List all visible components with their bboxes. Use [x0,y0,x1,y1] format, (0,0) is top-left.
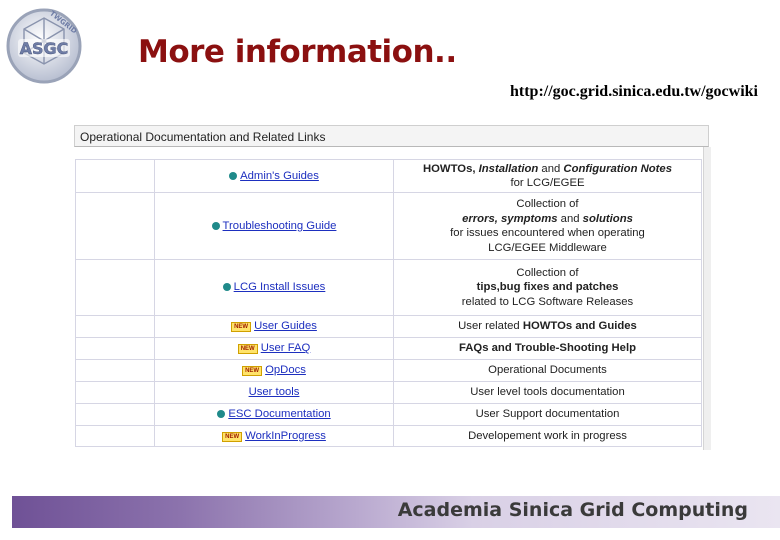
description-cell [394,316,702,338]
bullet-icon [229,172,237,180]
description-line [398,212,697,227]
description-line [398,319,697,334]
description-line [398,176,697,191]
screenshot-scrollbar[interactable] [703,147,711,450]
description-text: for issues encountered when operating [450,227,645,239]
link-cell [155,382,394,404]
new-badge-icon: NEW [242,366,262,376]
links-table [75,159,702,447]
description-text: solutions [582,212,633,225]
description-text: Developement work in progress [468,429,627,442]
link-cell [155,404,394,426]
doc-link[interactable]: OpDocs [265,364,306,377]
description-cell [394,382,702,404]
description-line [398,241,697,256]
row-spacer-cell [76,360,155,382]
row-spacer-cell [76,193,155,260]
link-row [76,160,702,193]
description-cell [394,260,702,316]
link-row [76,426,702,447]
link-row [76,360,702,382]
link-row [76,404,702,426]
description-text: Configuration Notes [563,162,672,175]
description-text: related to LCG Software Releases [461,295,634,308]
new-badge-icon: NEW [231,322,251,332]
link-row [76,260,702,316]
row-spacer-cell [76,404,155,426]
logo-text: ASGC [19,39,69,58]
doc-link[interactable]: LCG Install Issues [233,281,326,294]
footer-text: Academia Sinica Grid Computing [397,499,748,521]
description-line [398,197,697,212]
slide-title: More information.. [138,34,457,70]
description-text: tips,bug fixes and patches [476,281,619,294]
link-row [76,338,702,360]
description-line [398,363,697,378]
description-cell [394,193,702,260]
bullet-icon [217,410,225,418]
footer-band [12,496,780,528]
doc-link[interactable]: User FAQ [260,342,311,355]
description-text: Collection of [516,198,579,210]
description-text: User Support documentation [475,408,620,421]
row-spacer-cell [76,426,155,447]
description-text: HOWTOs and Guides [522,320,637,333]
row-spacer-cell [76,382,155,404]
description-line [398,385,697,400]
doc-link[interactable]: Troubleshooting Guide [222,219,337,232]
description-text: errors, symptoms [462,212,558,225]
asgc-logo-graphic [4,4,86,86]
logo-arc-text: TWGRID [48,9,79,36]
description-line [398,295,697,310]
description-text: Installation [478,162,539,175]
doc-link[interactable]: WorkInProgress [245,429,326,442]
description-text: and [557,212,583,225]
bullet-icon [223,283,231,291]
link-row [76,193,702,260]
link-cell [155,360,394,382]
description-text: HOWTOs, [422,162,479,175]
link-cell [155,426,394,447]
description-text: for LCG/EGEE [510,177,585,189]
slide-url[interactable]: http://goc.grid.sinica.edu.tw/gocwiki [509,83,758,100]
description-text: LCG/EGEE Middleware [488,241,607,254]
description-line [398,280,697,295]
description-cell [394,360,702,382]
description-line [398,162,697,177]
description-line [398,226,697,241]
link-row [76,382,702,404]
link-cell [155,193,394,260]
doc-link[interactable]: Admin's Guides [240,169,319,182]
description-line [398,341,697,356]
link-cell [155,260,394,316]
description-text: FAQs and Trouble-Shooting Help [459,342,636,355]
doc-link[interactable]: User tools [248,386,300,399]
description-cell [394,160,702,193]
description-line [398,407,697,422]
link-cell [155,316,394,338]
doc-link[interactable]: User Guides [254,320,317,333]
description-text: Collection of [516,266,579,279]
description-cell [394,404,702,426]
link-row [76,316,702,338]
doc-link[interactable]: ESC Documentation [228,408,331,421]
new-badge-icon: NEW [238,344,258,354]
description-line [398,266,697,281]
description-line [398,429,697,444]
row-spacer-cell [76,160,155,193]
link-cell [155,338,394,360]
new-badge-icon: NEW [222,432,242,442]
description-cell [394,426,702,447]
description-text: and [538,162,564,175]
row-spacer-cell [76,316,155,338]
link-cell [155,160,394,193]
bullet-icon [212,222,220,230]
embedded-wiki-screenshot [74,125,711,450]
description-cell [394,338,702,360]
screenshot-header: Operational Documentation and Related Links [74,125,709,147]
row-spacer-cell [76,260,155,316]
description-text: User level tools documentation [470,386,625,399]
description-text: Operational Documents [488,364,607,377]
description-text: User related [458,320,523,333]
row-spacer-cell [76,338,155,360]
asgc-logo [4,4,86,86]
